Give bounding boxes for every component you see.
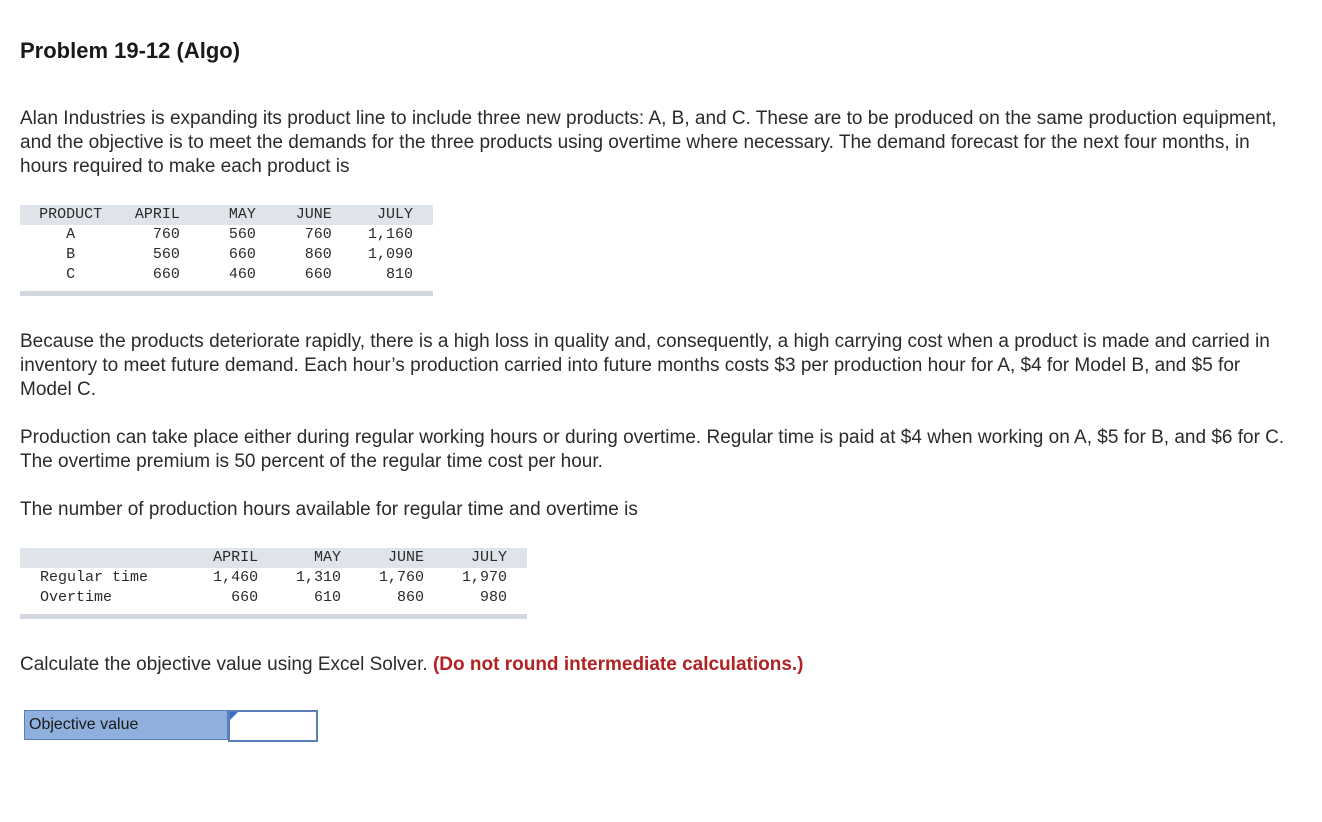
table-row bbox=[20, 265, 433, 285]
may-cell: 610 bbox=[314, 589, 342, 606]
intro-paragraph: Alan Industries is expanding its product line to include three new products: A, B, and C. These are to be produced on the same production equipment, and the objective is to meet the demands for the three products using overtime where necessary. The demand forecast for the next four months, in hours required to make each product is bbox=[20, 108, 1277, 177]
objective-value-input[interactable] bbox=[230, 712, 316, 740]
header-june: JUNE bbox=[341, 548, 424, 568]
table-row bbox=[20, 588, 527, 608]
june-cell: 860 bbox=[397, 589, 425, 606]
objective-value-label: Objective value bbox=[24, 710, 228, 740]
july-cell: 980 bbox=[479, 589, 507, 606]
may-cell: 660 bbox=[228, 246, 256, 263]
may-cell: 1,310 bbox=[296, 569, 342, 586]
problem-title: Problem 19-12 (Algo) bbox=[20, 38, 241, 63]
header-july: JULY bbox=[424, 548, 527, 568]
product-cell: C bbox=[66, 266, 76, 283]
table-bottom-rule bbox=[20, 291, 433, 296]
table-header-row bbox=[20, 548, 527, 568]
table-row bbox=[20, 245, 433, 265]
header-may: MAY bbox=[258, 548, 341, 568]
july-cell: 1,160 bbox=[367, 226, 413, 243]
june-cell: 660 bbox=[304, 266, 332, 283]
header-june: JUNE bbox=[256, 205, 332, 225]
april-cell: 660 bbox=[231, 589, 259, 606]
product-cell: A bbox=[66, 226, 76, 243]
header-april: APRIL bbox=[195, 548, 258, 568]
production-hours-table bbox=[20, 548, 527, 619]
header-april: APRIL bbox=[121, 205, 180, 225]
table-row bbox=[20, 225, 433, 245]
april-cell: 560 bbox=[152, 246, 180, 263]
june-cell: 1,760 bbox=[379, 569, 425, 586]
rounding-hint: (Do not round intermediate calculations.) bbox=[432, 654, 804, 675]
instruction-paragraph bbox=[20, 653, 1290, 677]
cell-corner-marker-icon bbox=[230, 712, 238, 720]
demand-forecast-table bbox=[20, 205, 433, 296]
april-cell: 1,460 bbox=[213, 569, 259, 586]
row-label: Regular time bbox=[40, 569, 149, 586]
table-header-row bbox=[20, 205, 433, 225]
table-row bbox=[20, 568, 527, 588]
row-label: Overtime bbox=[40, 589, 113, 606]
july-cell: 810 bbox=[385, 266, 413, 283]
carrying-cost-paragraph: Because the products deteriorate rapidly, there is a high loss in quality and, consequently, a high carrying cost when a product is made and carried in inventory to meet future demand. Each hour’s production carried into future months costs $3 per production hour for A, $4 for Model B, and $5 for Model C. bbox=[20, 331, 1270, 400]
may-cell: 460 bbox=[228, 266, 256, 283]
header-product: PRODUCT bbox=[20, 205, 121, 225]
header-july: JULY bbox=[332, 205, 433, 225]
april-cell: 660 bbox=[152, 266, 180, 283]
may-cell: 560 bbox=[228, 226, 256, 243]
hours-intro-paragraph: The number of production hours available for regular time and overtime is bbox=[20, 499, 638, 520]
header-blank bbox=[20, 548, 195, 568]
objective-value-field-wrapper bbox=[228, 710, 318, 742]
july-cell: 1,970 bbox=[461, 569, 507, 586]
header-may: MAY bbox=[180, 205, 256, 225]
june-cell: 860 bbox=[304, 246, 332, 263]
july-cell: 1,090 bbox=[367, 246, 413, 263]
june-cell: 760 bbox=[304, 226, 332, 243]
april-cell: 760 bbox=[152, 226, 180, 243]
answer-row bbox=[24, 710, 318, 740]
production-cost-paragraph: Production can take place either during regular working hours or during overtime. Regular time is paid at $4 when working on A, $5 for B, and $6 for C. The overtime premium is 50 percent of the regular time cost per hour. bbox=[20, 427, 1285, 472]
table-bottom-rule bbox=[20, 614, 527, 619]
instruction-text: Calculate the objective value using Excel Solver. bbox=[20, 654, 428, 675]
product-cell: B bbox=[66, 246, 76, 263]
